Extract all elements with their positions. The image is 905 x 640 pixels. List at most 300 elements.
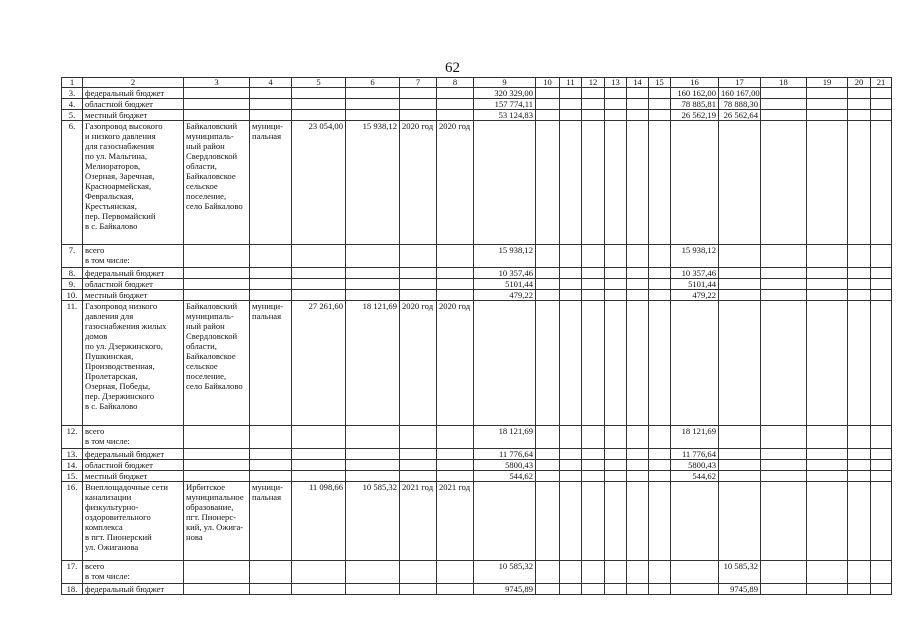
table-cell: 2021 год — [400, 482, 437, 561]
table-cell — [250, 449, 292, 460]
table-cell — [346, 279, 400, 290]
table-cell — [627, 290, 649, 301]
table-cell: 53 124,83 — [474, 110, 536, 121]
table-cell — [627, 88, 649, 99]
table-cell — [671, 121, 719, 245]
table-cell — [627, 245, 649, 268]
header-cell: 20 — [848, 78, 871, 88]
table-row — [62, 99, 892, 110]
table-cell — [400, 471, 437, 482]
table-cell — [761, 245, 807, 268]
table-cell — [871, 482, 892, 561]
table-cell — [400, 110, 437, 121]
row-number-cell: 17. — [62, 561, 83, 584]
table-cell: муници- пальная — [250, 301, 292, 426]
table-cell — [871, 268, 892, 279]
table-cell — [807, 426, 848, 449]
table-cell — [649, 121, 671, 245]
table-cell: 11 776,64 — [671, 449, 719, 460]
table-cell — [250, 471, 292, 482]
table-cell — [871, 88, 892, 99]
table-cell — [560, 482, 582, 561]
table-cell — [292, 460, 346, 471]
table-cell: 479,22 — [671, 290, 719, 301]
table-cell — [605, 88, 627, 99]
table-cell — [649, 88, 671, 99]
table-cell: Байкаловский муниципаль- ный район Свердловской области, Байкаловское сельское поселение, село Байкалово — [184, 301, 250, 426]
table-cell — [184, 449, 250, 460]
row-number-cell: 13. — [62, 449, 83, 460]
table-cell: муници- пальная — [250, 121, 292, 245]
table-cell — [649, 245, 671, 268]
table-cell — [807, 110, 848, 121]
table-cell: 544,62 — [671, 471, 719, 482]
table-cell — [848, 301, 871, 426]
header-cell: 1 — [62, 78, 83, 88]
header-cell: 21 — [871, 78, 892, 88]
table-cell: местный бюджет — [83, 290, 184, 301]
table-cell — [560, 426, 582, 449]
row-number-cell: 15. — [62, 471, 83, 482]
header-row — [62, 78, 892, 88]
table-cell — [627, 268, 649, 279]
table-cell — [346, 245, 400, 268]
header-cell: 13 — [605, 78, 627, 88]
table-cell — [671, 301, 719, 426]
table-cell — [346, 290, 400, 301]
table-cell — [848, 279, 871, 290]
table-cell — [560, 561, 582, 584]
table-cell: 2020 год — [400, 121, 437, 245]
table-row — [62, 301, 892, 426]
table-row — [62, 471, 892, 482]
table-cell — [807, 88, 848, 99]
table-cell — [807, 290, 848, 301]
table-cell — [807, 301, 848, 426]
table-cell: муници- пальная — [250, 482, 292, 561]
table-cell — [719, 460, 761, 471]
table-cell — [536, 245, 560, 268]
table-cell — [761, 88, 807, 99]
table-cell — [250, 561, 292, 584]
table-cell: Газопровод низкого давления для газоснабжения жилых домов по ул. Дзержинского, Пушкинская, Производственная, Пролетарская, Озерная, Победы, пер. Дзержинского в с. Байкалово — [83, 301, 184, 426]
header-cell: 11 — [560, 78, 582, 88]
table-cell: 15 938,12 — [474, 245, 536, 268]
table-cell — [627, 471, 649, 482]
table-cell — [761, 110, 807, 121]
table-cell — [871, 121, 892, 245]
table-cell — [848, 426, 871, 449]
table-cell — [848, 268, 871, 279]
table-cell — [437, 99, 474, 110]
table-cell: федеральный бюджет — [83, 88, 184, 99]
header-cell: 10 — [536, 78, 560, 88]
table-cell: 11 098,66 — [292, 482, 346, 561]
table-cell — [560, 471, 582, 482]
row-number-cell: 11. — [62, 301, 83, 426]
table-cell — [807, 471, 848, 482]
table-cell — [400, 268, 437, 279]
table-cell — [848, 88, 871, 99]
table-cell: 157 774,11 — [474, 99, 536, 110]
table-cell — [871, 110, 892, 121]
table-cell — [184, 561, 250, 584]
table-cell — [761, 482, 807, 561]
table-row — [62, 460, 892, 471]
table-cell: 9745,89 — [474, 584, 536, 595]
header-cell: 12 — [582, 78, 605, 88]
table-cell — [719, 279, 761, 290]
table-cell — [649, 279, 671, 290]
table-cell — [437, 426, 474, 449]
table-cell — [536, 279, 560, 290]
table-cell — [761, 426, 807, 449]
table-cell — [807, 449, 848, 460]
table-cell — [437, 449, 474, 460]
table-cell: 15 938,12 — [346, 121, 400, 245]
table-cell — [184, 426, 250, 449]
table-cell — [605, 471, 627, 482]
header-cell: 4 — [250, 78, 292, 88]
table-cell — [582, 301, 605, 426]
table-cell — [292, 584, 346, 595]
table-cell — [400, 88, 437, 99]
table-cell — [649, 449, 671, 460]
table-cell — [437, 460, 474, 471]
table-cell — [437, 88, 474, 99]
table-cell — [807, 482, 848, 561]
table-cell — [605, 460, 627, 471]
table-cell — [346, 460, 400, 471]
table-cell — [582, 121, 605, 245]
table-cell — [536, 301, 560, 426]
table-cell: федеральный бюджет — [83, 449, 184, 460]
table-cell — [250, 426, 292, 449]
table-cell — [848, 290, 871, 301]
table-cell — [807, 121, 848, 245]
table-cell: областной бюджет — [83, 99, 184, 110]
table-cell — [807, 245, 848, 268]
table-cell — [536, 88, 560, 99]
table-cell — [761, 290, 807, 301]
table-cell — [184, 99, 250, 110]
table-cell — [346, 110, 400, 121]
table-cell — [649, 561, 671, 584]
table-cell — [250, 110, 292, 121]
row-number-cell: 7. — [62, 245, 83, 268]
table-cell: 26 562,19 — [671, 110, 719, 121]
table-cell — [761, 301, 807, 426]
table-cell — [400, 426, 437, 449]
table-cell — [671, 561, 719, 584]
header-cell: 16 — [671, 78, 719, 88]
table-cell — [582, 245, 605, 268]
page-number: 62 — [445, 60, 460, 76]
table-cell — [582, 426, 605, 449]
table-cell — [346, 88, 400, 99]
table-cell — [292, 110, 346, 121]
table-cell: 11 776,64 — [474, 449, 536, 460]
table-cell — [627, 482, 649, 561]
table-cell — [848, 561, 871, 584]
table-cell — [292, 449, 346, 460]
table-cell — [536, 268, 560, 279]
table-row — [62, 561, 892, 584]
table-cell — [605, 426, 627, 449]
table-cell — [437, 290, 474, 301]
table-cell — [871, 279, 892, 290]
table-cell: 10 585,32 — [719, 561, 761, 584]
table-cell: 5800,43 — [474, 460, 536, 471]
table-row — [62, 584, 892, 595]
row-number-cell: 5. — [62, 110, 83, 121]
table-cell: 10 585,32 — [346, 482, 400, 561]
table-cell: местный бюджет — [83, 471, 184, 482]
table-row — [62, 268, 892, 279]
table-cell — [871, 245, 892, 268]
header-cell: 17 — [719, 78, 761, 88]
table-cell — [605, 561, 627, 584]
table-cell — [605, 99, 627, 110]
table-cell — [627, 561, 649, 584]
table-row — [62, 88, 892, 99]
table-cell — [184, 268, 250, 279]
table-cell: 544,62 — [474, 471, 536, 482]
table-cell — [250, 460, 292, 471]
table-cell — [807, 99, 848, 110]
table-cell — [536, 110, 560, 121]
table-cell — [250, 245, 292, 268]
table-cell — [400, 279, 437, 290]
table-cell — [582, 482, 605, 561]
table-cell — [184, 290, 250, 301]
table-cell — [848, 471, 871, 482]
table-cell: Байкаловский муниципаль- ный район Свердловской области, Байкаловское сельское поселение, село Байкалово — [184, 121, 250, 245]
table-cell — [346, 561, 400, 584]
table-cell — [761, 279, 807, 290]
table-cell — [848, 121, 871, 245]
table-cell — [560, 279, 582, 290]
header-cell: 6 — [346, 78, 400, 88]
row-number-cell: 12. — [62, 426, 83, 449]
table-cell — [437, 268, 474, 279]
table-cell — [437, 245, 474, 268]
table-cell: 23 054,00 — [292, 121, 346, 245]
table-cell — [474, 482, 536, 561]
table-cell — [560, 460, 582, 471]
header-cell: 3 — [184, 78, 250, 88]
table-cell — [536, 99, 560, 110]
table-cell — [627, 99, 649, 110]
table-cell — [649, 301, 671, 426]
table-cell — [627, 110, 649, 121]
table-cell — [292, 561, 346, 584]
table-cell — [627, 121, 649, 245]
table-cell — [848, 245, 871, 268]
table-cell — [649, 584, 671, 595]
table-cell: 2021 год — [437, 482, 474, 561]
table-cell: всего в том числе: — [83, 426, 184, 449]
table-cell — [346, 471, 400, 482]
table-cell — [761, 584, 807, 595]
table-cell — [184, 584, 250, 595]
table-cell — [605, 482, 627, 561]
table-cell — [719, 426, 761, 449]
table-cell — [437, 584, 474, 595]
table-cell — [627, 460, 649, 471]
table-row — [62, 279, 892, 290]
table-cell: Ирбитское муниципальное образование, пгт. Пионерс- кий, ул. Ожига- нова — [184, 482, 250, 561]
table-cell: 5101,44 — [474, 279, 536, 290]
table-cell — [437, 279, 474, 290]
table-cell — [536, 426, 560, 449]
table-cell — [250, 99, 292, 110]
table-cell — [437, 110, 474, 121]
table-cell — [560, 584, 582, 595]
table-cell — [560, 245, 582, 268]
table-cell — [719, 301, 761, 426]
table-cell — [536, 460, 560, 471]
table-cell — [582, 561, 605, 584]
table-cell — [250, 584, 292, 595]
table-cell — [605, 301, 627, 426]
table-cell: местный бюджет — [83, 110, 184, 121]
table-cell — [346, 449, 400, 460]
table-cell — [184, 279, 250, 290]
table-row — [62, 290, 892, 301]
table-cell — [649, 426, 671, 449]
table-cell — [649, 110, 671, 121]
table-cell — [560, 121, 582, 245]
table-cell — [627, 426, 649, 449]
table-cell — [605, 110, 627, 121]
table-cell — [605, 121, 627, 245]
table-cell — [582, 279, 605, 290]
table-cell: 479,22 — [474, 290, 536, 301]
budget-table-container — [61, 77, 886, 595]
table-cell: 5800,43 — [671, 460, 719, 471]
table-cell — [719, 482, 761, 561]
table-row — [62, 426, 892, 449]
table-cell — [346, 99, 400, 110]
table-cell — [807, 268, 848, 279]
table-cell — [671, 584, 719, 595]
header-cell: 2 — [83, 78, 184, 88]
table-cell — [292, 426, 346, 449]
table-cell — [719, 245, 761, 268]
table-cell — [184, 88, 250, 99]
row-number-cell: 16. — [62, 482, 83, 561]
table-cell — [848, 99, 871, 110]
table-cell — [250, 268, 292, 279]
table-cell — [400, 99, 437, 110]
table-cell — [871, 290, 892, 301]
table-cell — [848, 110, 871, 121]
table-cell — [871, 449, 892, 460]
table-row — [62, 245, 892, 268]
table-cell — [649, 268, 671, 279]
table-cell — [582, 88, 605, 99]
table-cell: 320 329,00 — [474, 88, 536, 99]
table-cell — [627, 279, 649, 290]
table-cell — [560, 301, 582, 426]
table-cell — [671, 482, 719, 561]
row-number-cell: 6. — [62, 121, 83, 245]
table-cell — [560, 449, 582, 460]
table-cell: 160 162,00 — [671, 88, 719, 99]
table-cell — [292, 279, 346, 290]
table-cell — [807, 584, 848, 595]
table-cell — [250, 290, 292, 301]
table-cell — [346, 426, 400, 449]
table-cell — [719, 290, 761, 301]
row-number-cell: 18. — [62, 584, 83, 595]
table-cell: 9745,89 — [719, 584, 761, 595]
table-row — [62, 110, 892, 121]
table-cell — [250, 88, 292, 99]
header-cell: 14 — [627, 78, 649, 88]
table-cell — [184, 110, 250, 121]
table-cell — [649, 471, 671, 482]
table-cell — [437, 561, 474, 584]
table-cell — [719, 268, 761, 279]
table-cell — [582, 449, 605, 460]
table-cell — [184, 471, 250, 482]
table-cell — [761, 561, 807, 584]
table-cell — [346, 268, 400, 279]
table-cell: 2020 год — [400, 301, 437, 426]
table-cell: 78 885,81 — [671, 99, 719, 110]
table-cell: 2020 год — [437, 301, 474, 426]
table-cell — [536, 471, 560, 482]
table-cell — [536, 449, 560, 460]
table-cell: 15 938,12 — [671, 245, 719, 268]
table-cell — [292, 471, 346, 482]
table-cell — [761, 449, 807, 460]
table-row — [62, 121, 892, 245]
header-cell: 7 — [400, 78, 437, 88]
header-cell: 5 — [292, 78, 346, 88]
table-cell — [649, 290, 671, 301]
table-cell — [605, 449, 627, 460]
table-cell — [848, 460, 871, 471]
table-cell — [871, 99, 892, 110]
table-cell: федеральный бюджет — [83, 268, 184, 279]
row-number-cell: 3. — [62, 88, 83, 99]
table-cell — [871, 584, 892, 595]
table-cell — [649, 99, 671, 110]
table-cell — [536, 482, 560, 561]
table-row — [62, 482, 892, 561]
table-cell: 18 121,69 — [346, 301, 400, 426]
table-cell — [292, 268, 346, 279]
table-cell: 10 585,32 — [474, 561, 536, 584]
table-cell: Внеплощадочные сети канализации физкультурно- оздоровительного комплекса в пгт. Пионерский ул. Ожиганова — [83, 482, 184, 561]
table-cell — [536, 290, 560, 301]
table-cell: 27 261,60 — [292, 301, 346, 426]
table-cell: 5101,44 — [671, 279, 719, 290]
table-cell — [605, 279, 627, 290]
table-cell — [871, 301, 892, 426]
table-cell — [848, 482, 871, 561]
table-cell — [582, 268, 605, 279]
table-cell — [582, 110, 605, 121]
table-cell — [719, 471, 761, 482]
table-cell — [627, 301, 649, 426]
table-cell — [807, 279, 848, 290]
table-cell — [761, 268, 807, 279]
table-cell — [292, 290, 346, 301]
